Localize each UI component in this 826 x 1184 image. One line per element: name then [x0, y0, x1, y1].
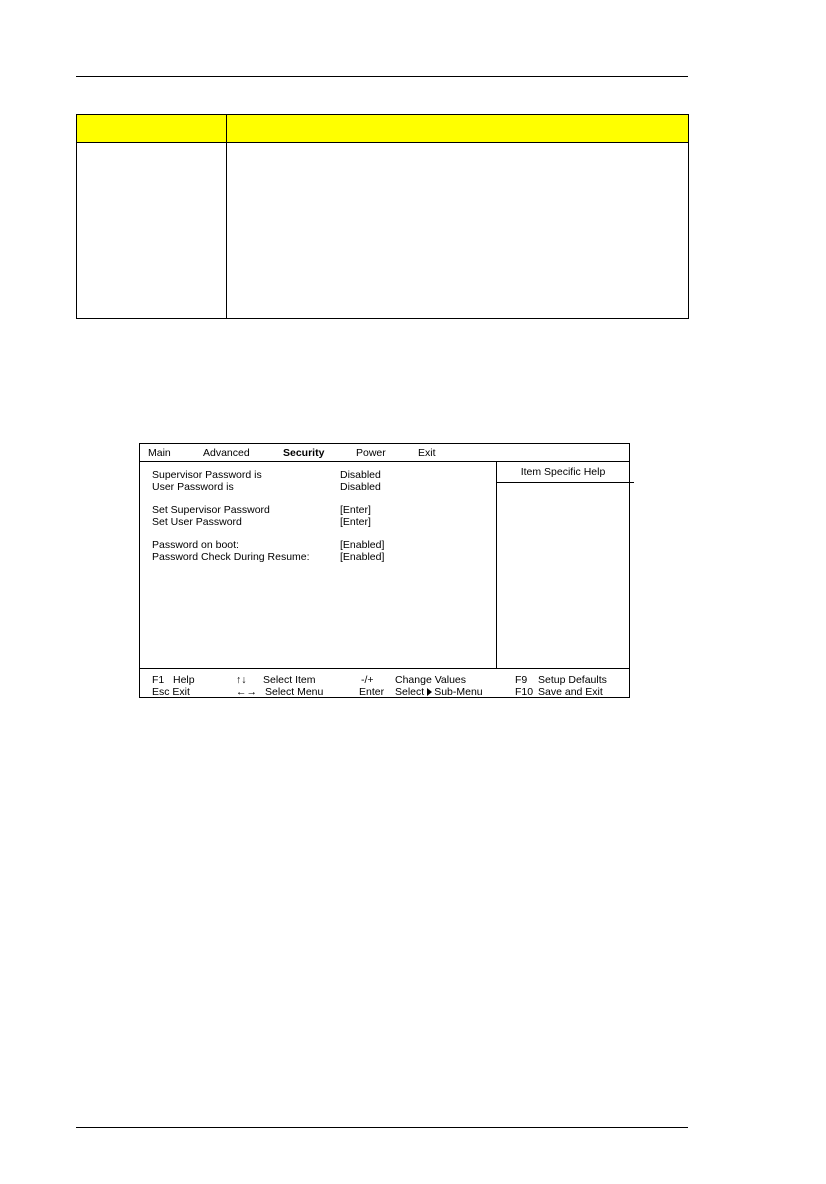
menu-main[interactable]: Main	[148, 447, 171, 459]
setting-label: Password on boot:	[152, 539, 239, 551]
setting-label: User Password is	[152, 481, 234, 493]
setting-value[interactable]: [Enter]	[340, 504, 371, 516]
key-enter-desc	[395, 686, 483, 698]
menu-security[interactable]: Security	[283, 447, 325, 459]
menu-exit[interactable]: Exit	[418, 447, 436, 459]
setting-row-user-status[interactable]	[152, 481, 492, 493]
key-legend	[140, 668, 629, 697]
setting-label: Set Supervisor Password	[152, 504, 270, 516]
key-f10-desc: Save and Exit	[538, 686, 603, 698]
setting-row-set-supervisor[interactable]	[152, 504, 492, 516]
key-esc: Esc Exit	[152, 686, 190, 698]
setting-row-password-check-resume[interactable]	[152, 551, 492, 563]
parameter-table	[76, 114, 689, 319]
table-row	[77, 143, 689, 319]
right-triangle-icon	[427, 688, 432, 696]
key-up-down-desc: Select Item	[263, 674, 316, 686]
key-enter: Enter	[359, 686, 385, 698]
setting-value[interactable]: [Enabled]	[340, 539, 385, 551]
key-f9-desc: Setup Defaults	[538, 674, 607, 686]
key-left-right-desc: Select Menu	[265, 686, 324, 698]
setting-label: Password Check During Resume:	[152, 551, 310, 563]
setting-value[interactable]: [Enabled]	[340, 551, 385, 563]
key-f9: F9	[515, 674, 528, 686]
settings-pane	[140, 462, 497, 668]
table-cell-2	[227, 143, 689, 319]
setting-row-password-on-boot[interactable]	[152, 539, 492, 551]
bios-menu-bar	[140, 444, 629, 462]
setting-row-supervisor-status[interactable]	[152, 469, 492, 481]
key-f10: F10	[515, 686, 534, 698]
key-left-right: ←→	[236, 686, 257, 698]
key-enter-desc-a: Select	[395, 686, 425, 698]
header-rule	[76, 76, 688, 77]
help-pane	[497, 462, 629, 668]
key-enter-desc-b: Sub-Menu	[434, 686, 483, 698]
key-minus-plus-desc: Change Values	[395, 674, 467, 686]
setting-label: Set User Password	[152, 516, 242, 528]
bios-setup-screen	[139, 443, 630, 698]
setting-label: Supervisor Password is	[152, 469, 262, 481]
table-header-cell-2	[227, 115, 689, 143]
help-title: Item Specific Help	[520, 466, 606, 478]
setting-row-set-user[interactable]	[152, 516, 492, 528]
key-f1-desc: Help	[173, 674, 195, 686]
help-divider	[497, 482, 634, 483]
setting-value[interactable]: [Enter]	[340, 516, 371, 528]
menu-advanced[interactable]: Advanced	[203, 447, 250, 459]
menu-power[interactable]: Power	[356, 447, 386, 459]
footer-rule	[76, 1127, 688, 1128]
table-cell-1	[77, 143, 227, 319]
key-f1: F1	[152, 674, 165, 686]
table-header-cell-1	[77, 115, 227, 143]
table-header-row	[77, 115, 689, 143]
key-minus-plus: -/+	[361, 674, 374, 686]
setting-value: Disabled	[340, 469, 381, 481]
key-up-down: ↑↓	[236, 674, 247, 686]
setting-value: Disabled	[340, 481, 381, 493]
